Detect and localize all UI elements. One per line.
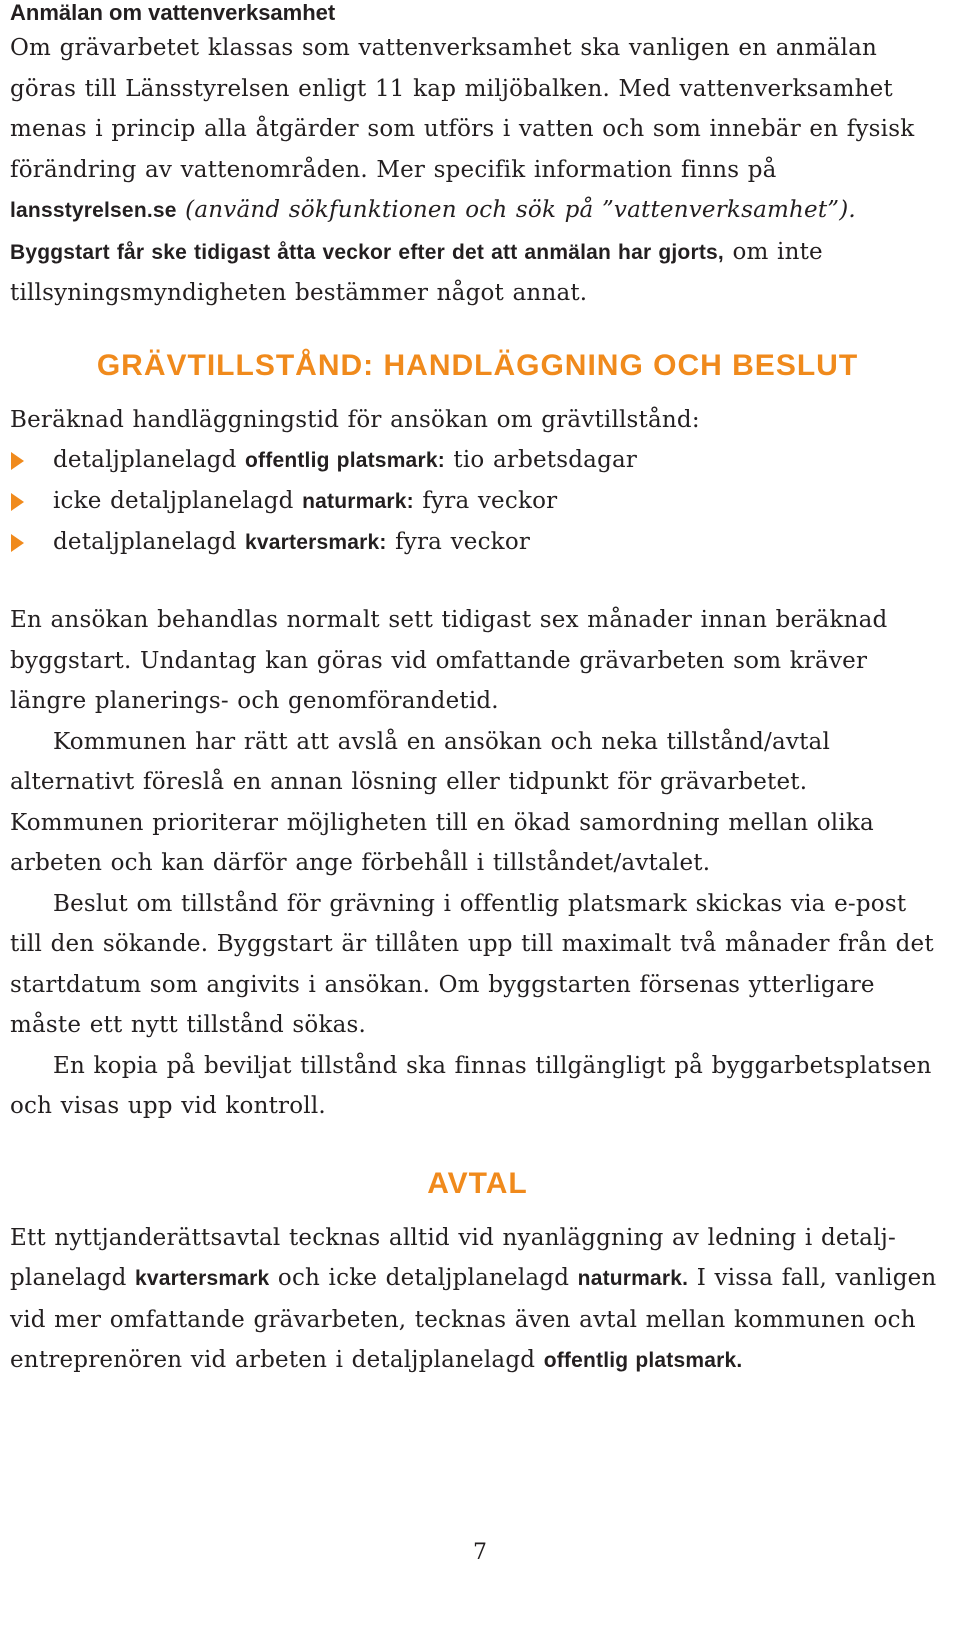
list-item-text: detaljplanelagd <box>53 447 246 473</box>
avtal-paragraph <box>10 1218 945 1382</box>
list-item-time: fyra veckor <box>413 488 558 514</box>
beslut-paragraph: Beslut om tillstånd för grävning i offentlig platsmark skickas via e-post till den sökande. Byggstart är tillåten upp till maximalt två månader från det startdatum som angivits i ansökan. Om byggstarten försenas ytterligare måste ett nytt tillstånd sökas. <box>10 890 934 1038</box>
list-item-text: detaljplanelagd <box>53 529 246 555</box>
search-hint-text: (använd sökfunktionen och sök på ”vattenverksamhet”). <box>176 197 856 223</box>
bullet-triangle-icon <box>11 534 24 552</box>
page-number: 7 <box>473 1540 487 1565</box>
naturmark-emphasis: naturmark. <box>577 1267 689 1290</box>
paragraph-text: I vissa fall, vanligen vid mer omfattande grävarbeten, tecknas även avtal mellan kommunen och entreprenören vid arbeten i detaljplanelagd <box>10 1265 937 1373</box>
list-item <box>10 522 945 563</box>
list-item <box>10 481 945 522</box>
kopia-paragraph: En kopia på beviljat tillstånd ska finnas tillgängligt på byggarbetsplatsen och visas upp vid kontroll. <box>10 1052 932 1119</box>
vattenverksamhet-heading: Anmälan om vattenverksamhet <box>10 0 336 25</box>
lansstyrelsen-link[interactable]: lansstyrelsen.se <box>10 199 177 222</box>
kommunen-paragraph: Kommunen har rätt att avslå en ansökan och neka tillstånd/avtal alternativt föreslå en annan lösning eller tidpunkt för grävarbetet. Kommunen prioriterar möjligheten till en ökad samordning mellan olika arbeten och kan därför ange förbehåll i tillståndet/avtalet. <box>10 728 874 876</box>
paragraph-text: och icke detaljplanelagd <box>269 1265 578 1291</box>
kvartersmark-emphasis: kvartersmark <box>135 1267 270 1290</box>
list-item-time: fyra veckor <box>386 529 531 555</box>
document-page <box>10 0 945 1382</box>
handlaggning-list <box>10 440 945 563</box>
ansokan-paragraph: En ansökan behandlas normalt sett tidigast sex månader innan beräknad byggstart. Undantag kan göras vid omfattande grävarbeten som kräver längre planerings- och genomförandetid. <box>10 607 888 714</box>
gravtillstand-heading: GRÄVTILLSTÅND: HANDLÄGGNING OCH BESLUT <box>96 348 859 382</box>
list-item-bold: offentlig platsmark: <box>245 449 445 472</box>
platsmark-emphasis: offentlig platsmark. <box>543 1349 743 1372</box>
paragraph-text: Ett nyttjanderättsavtal tecknas alltid vid nyanläggning av ledning i detalj-planelagd <box>10 1224 896 1291</box>
vattenverksamhet-paragraph <box>10 28 945 314</box>
avtal-heading: AVTAL <box>427 1166 528 1200</box>
list-item-time: tio arbetsdagar <box>444 447 638 473</box>
paragraph-text: Om grävarbetet klassas som vattenverksamhet ska vanligen en anmälan göras till Länsstyrelsen enligt 11 kap miljöbalken. Med vattenverksamhet menas i princip alla åtgärder som utförs i vatten och som innebär en fysisk förändring av vattenområden. Mer specifik information finns på <box>10 35 915 183</box>
byggstart-emphasis: Byggstart får ske tidigast åtta veckor efter det att anmälan har gjorts, <box>10 240 724 264</box>
bullet-triangle-icon <box>11 452 24 470</box>
paragraph-text-end: om inte tillsyningsmyndigheten bestämmer något annat. <box>10 238 823 306</box>
list-item <box>10 440 945 481</box>
handlaggning-intro: Beräknad handläggningstid för ansökan om grävtillstånd: <box>10 406 700 433</box>
list-item-bold: naturmark: <box>302 490 414 513</box>
list-item-bold: kvartersmark: <box>245 531 387 554</box>
list-item-text: icke detaljplanelagd <box>53 488 303 514</box>
bullet-triangle-icon <box>11 493 24 511</box>
